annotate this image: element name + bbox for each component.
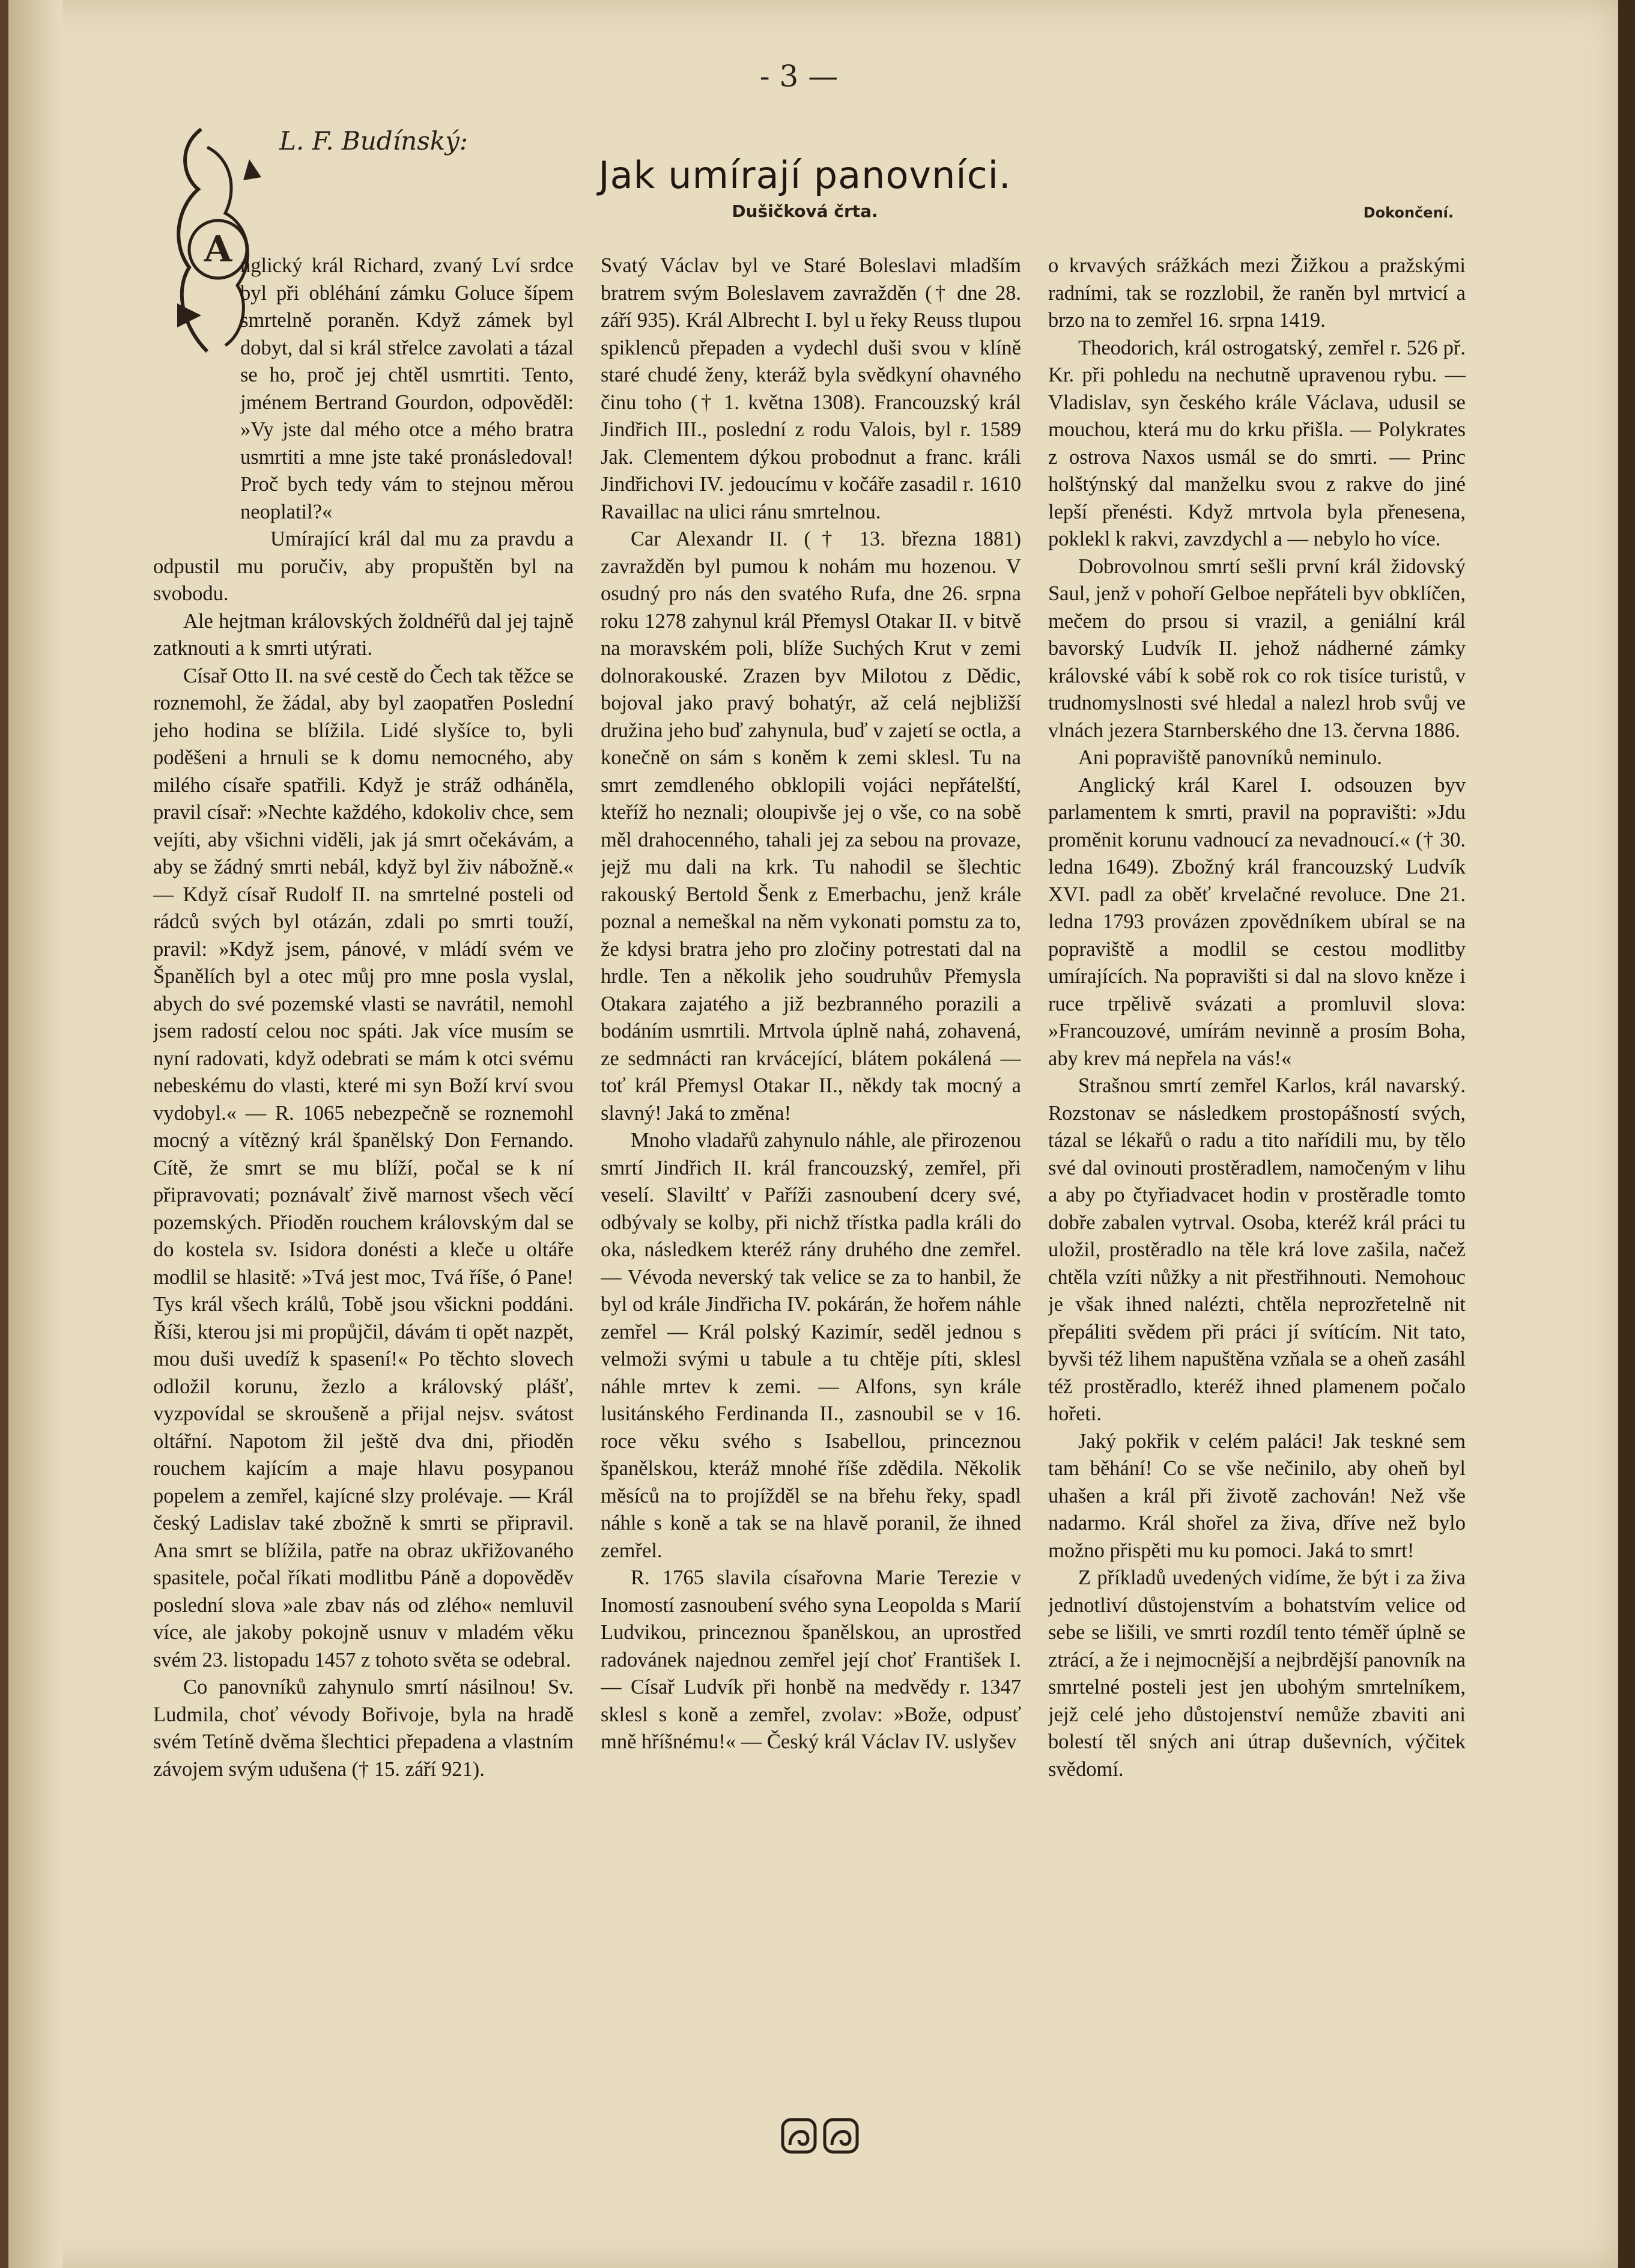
page-binding <box>8 0 62 2268</box>
paragraph: Mnoho vladařů zahynulo náhle, ale přirozenou smrtí Jindřich II. král francouzský, zemřel, při veselí. Slaviltť v Paříži zasnoubení dcery své, odbývaly se kolby, při nichž třístka padla králi do oka, následkem kteréž rány druhého dne zemřel. — Vévoda neverský tak velice se za to hanbil, že byl od krále Jindřicha IV. pokárán, že hořem náhle zemřel — Král polský Kazimír, seděl jednou s velmoži svými u tabule a tu chtěje píti, sklesl náhle mrtev k zemi. — Alfons, syn krále lusitánského Ferdinanda II., zasnoubil se v 16. roce věku svého s Isabellou, princeznou španělskou, kteráž mnohé říše zdědila. Několik měsíců na to projížděl se na břehu řeky, spadl náhle s koně a tak se na hlavě poranil, že ihned zemřel. <box>601 1129 1021 1562</box>
article-title: Jak umírají panovníci. <box>598 153 1012 197</box>
paragraph: Svatý Václav byl ve Staré Boleslavi mladším bratrem svým Boleslavem zavražděn († dne 28. září 935). Král Albrecht I. byl u řeky Reuss tlupou spiklenců přepaden a vydechl duši svou v klíně staré chudé ženy, kteráž byla svědkyní ohavného činu toho († 1. května 1308). Francouzský král Jindřich III., poslední z rodu Valois, byl r. 1589 Jak. Clementem dýkou probodnut a franc. králi Jindřichovi IV. jedoucímu v kočáře zasadil r. 1610 Ravaillac na ulici ránu smrtelnou. <box>601 254 1021 523</box>
book-edge <box>1618 0 1635 2268</box>
paragraph: Car Alexandr II. († 13. března 1881) zavražděn byl pumou k nohám mu hozenou. V osudný pro nás den svatého Rufa, dne 26. srpna roku 1278 zahynul král Přemysl Otakar II. v bitvě na moravském poli, blíže Suchých Krut v zemi dolnorakouské. Zrazen byv Milotou z Dědic, bojoval jako pravý bohatýr, až celá nejbližší družina jeho buď zahynula, buď v zajetí se octla, a konečně on sám s koněm k zemi sklesl. Tu na smrt zemdleného obklopili vojáci nepřátelští, kteříž ho neznali; oloupivše jej o vše, co na sobě měl drahocenného, tahali jej za sebou na provaze, jejž mu dali na krk. Tu nahodil se šlechtic rakouský Bertold Šenk z Emerbachu, jenž krále poznal a nemeškal na něm vykonati pomstu za to, že kdysi bratra jeho pro zločiny potrestati dal na hrdle. Ten a několik jeho soudruhův Přemysla Otakara zajatého a již bezbranného porazili a bodáním usmrtili. Mrtvola úplně nahá, zohavená, ze sedmnácti ran krvácející, blátem pokálená — toť král Přemysl Otakar II., někdy tak mocný a slavný! Jaká to změna! <box>601 527 1021 1125</box>
paragraph: Ani popraviště panovníků neminulo. <box>1078 746 1382 769</box>
paragraph: Umírající král dal mu za pravdu a odpustil mu poručiv, aby propuštěn byl na svobodu. <box>153 527 574 605</box>
initial-letter: A <box>204 228 232 270</box>
paragraph: Jaký pokřik v celém paláci! Jak teskné sem tam běhání! Co se vše nečinilo, aby oheň byl uhašen a král při životě zachován! Než vše nadarmo. Král shořel za živa, dříve než bylo možno přispěti mu ku pomoci. Jaká to smrt! <box>1048 1429 1466 1562</box>
paragraph: Co panovníků zahynulo smrtí násilnou! Sv. Ludmila, choť vévody Bořivoje, byla na hradě svém Tetíně dvěma šlechtici přepadena a vlastním závojem svým udušena († 15. září 921). <box>153 1676 574 1781</box>
initial-space <box>153 252 240 553</box>
paragraph: Strašnou smrtí zemřel Karlos, král navarský. Rozstonav se následkem prostopášností svých, tázal se lékařů o radu a tito nařídili mu, by tělo své dal ovinouti prostěradlem, namočeným v lihu a aby po čtyřiadvacet hodin v prostěradle tomto dobře zabalen vytrval. Osoba, kteréž král práci tu uložil, prostěradlo na těle krá love zašila, načež chtěla vzíti nůžky a nit přestřihnouti. Nemohouc je však ihned nalézti, chtěla neprozřetelně nit přepáliti svědem při práci jí svítícím. Nit tato, byvši též lihem napuštěna vzňala se a oheň zasáhl též prostěradlo, kteréž ihned plamenem počalo hořeti. <box>1048 1074 1466 1425</box>
closing-ornament-icon <box>778 2115 862 2157</box>
text-column-3 <box>1048 252 1466 2085</box>
paragraph: Z příkladů uvedených vidíme, že být i za živa jednotliví důstojenstvím a bohatstvím velice od sebe se lišili, ve smrti rozdíl tento téměř úplně se ztrácí, a že i nejmocnější a nejbrdější panovník na smrtelné posteli jest jen ubohým smrtelníkem, jejž celé jeho důstojenství nemůže zbaviti ani bolestí těl sných ani útrap duševních, výčitek svědomí. <box>1048 1566 1466 1781</box>
text-column-1 <box>153 252 574 2085</box>
paragraph: Theodorich, král ostrogatský, zemřel r. 526 př. Kr. při pohledu na nechutně upravenou rybu. — Vladislav, syn českého krále Václava, udusil se mouchou, která mu do krku přišla. — Polykrates z ostrova Naxos usmál se do smrti. — Princ holštýnský dal manželku svou z rakve do jiné lepší přenésti. Když mrtvola byla přenesena, poklekl k rakvi, zavzdychl a — nebylo ho více. <box>1048 336 1466 550</box>
text-column-2 <box>601 252 1021 2085</box>
paragraph: Císař Otto II. na své cestě do Čech tak těžce se roznemohl, že žádal, aby byl zaopatřen Poslední jeho hodina se blížila. Lidé slyšíce to, byli poděšeni a hrnuli se k domu nemocného, aby milého císaře spatřili. Když je stráž odháněla, pravil císař: »Nechte každého, kdokoliv chce, sem vejíti, aby všichni viděli, jak já smrt očekávám, a aby se žádný smrti nebál, když byl živ nábožně.« — Když císař Rudolf II. na smrtelné posteli od rádců svých byl otázán, zdali po smrti touží, pravil: »Když jsem, pánové, v mládí svém ve Španělích byl a otec můj pro mne posla vyslal, abych do své pozemské vlasti se navrátil, nemohl jsem radostí celou noc spáti. Jak více musím se nyní radovati, když odebrati se mám k otci svému nebeskému do vlasti, které mi syn Boží krví svou vydobyl.« — R. 1065 nebezpečně se roznemohl mocný a vítězný král španělský Don Fernando. Cítě, že smrt se mu blíží, počal se k ní připravovati; poznávalť živě marnost všech věcí pozemských. Přioděn rouchem královským dal se do kostela sv. Isidora donésti a kleče u oltáře modlil se hlasitě: »Tvá jest moc, Tvá říše, ó Pane! Tys král všech králů, Tobě jsou všickni poddáni. Říši, kterou jsi mi propůjčil, dávám ti opět nazpět, mou duši uvedíž k spasení!« Po těchto slovech odložil korunu, žezlo a královský plášť, vyzpovídal se skroušeně a přijal nejsv. svátost oltářní. Napotom žil ještě dva dni, přioděn rouchem kajícím a maje hlavu posypanou popelem a zemřel, kajícné slzy prolévaje. — Král český Ladislav také zbožně k smrti se připravil. Ana smrt se blížila, patře na obraz ukřižovaného spasitele, počal říkati modlitbu Páně a dopověděv poslední slova »ale zbav nás od zlého« nemluvil více, ale jakoby pokojně usnuv v mladém věku svém 23. listopadu 1457 z tohoto světa se odebral. <box>153 664 574 1671</box>
author-byline: L. F. Budínský: <box>279 126 469 156</box>
article-subtitle: Dušičková črta. <box>732 201 878 221</box>
paragraph: Anglický král Karel I. odsouzen byv parlamentem k smrti, pravil na popravišti: »Jdu proměnit korunu vadnoucí za nevadnoucí.« († 30. ledna 1649). Zbožný král francouzský Ludvík XVI. padl za oběť krvelačné revoluce. Dne 21. ledna 1793 provázen zpovědníkem ubíral se na popraviště a modlil se cestou modlitby umírajících. Na popravišti si dal na slovo kněze i ruce trpělivě svázati a promluvil slova: »Francouzové, umírám nevinně a prosím Boha, aby krev má nepřela na vás!« <box>1048 773 1466 1070</box>
paragraph: Dobrovolnou smrtí sešli první král židovský Saul, jenž v pohoří Gelboe nepřáteli byv obklíčen, mečem do prsou si vrazil, a geniální král bavorský Ludvík II. jehož nádherné zámky královské vábí k sobě rok co rok tisíce turistů, v trudnomyslnosti své hledal a nalezl hrob svůj ve vlnách jezera Starnberského dne 13. června 1886. <box>1048 555 1466 742</box>
concluded-note: Dokončení. <box>1363 204 1454 221</box>
paragraph: nglický král Richard, zvaný Lví srdce byl při obléhání zámku Goluce šípem smrtelně poraněn. Když zámek byl dobyt, dal si král střelce zavolati a tázal se ho, proč jej chtěl usmrtiti. Tento, jménem Bertrand Gourdon, odpověděl: »Vy jste dal mého otce a mého bratra usmrtiti a mne jste také pronásledoval! Proč bych tedy vám to stejnou měrou neoplatil?« <box>240 254 574 523</box>
paragraph: o krvavých srážkách mezi Žižkou a pražskými radními, tak se rozzlobil, že raněn byl mrtvicí a brzo na to zemřel 16. srpna 1419. <box>1048 254 1466 332</box>
page-number: - 3 — <box>759 59 839 94</box>
paragraph: R. 1765 slavila císařovna Marie Terezie v Inomostí zasnoubení svého syna Leopolda s Marií Ludvikou, princeznou španělskou, an uprostřed radovánek najednou zemřel její choť František I. — Císař Ludvík při honbě na medvědy r. 1347 sklesl s koně a zemřel, zvolav: »Bože, odpusť mně hříšnému!« — Český král Václav IV. uslyšev <box>601 1566 1021 1753</box>
paragraph: Ale hejtman královských žoldnéřů dal jej tajně zatknouti a k smrti utýrati. <box>153 609 574 660</box>
